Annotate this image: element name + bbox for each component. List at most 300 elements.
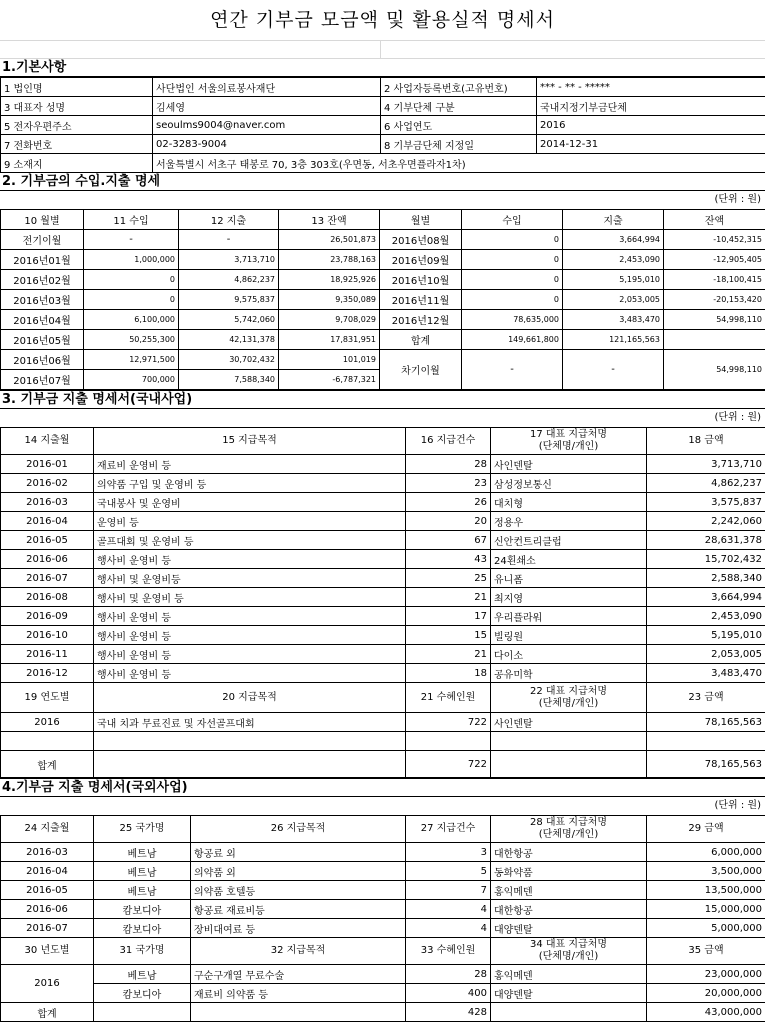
count-cell: 43 <box>406 550 491 569</box>
expense-cell: 5,195,010 <box>563 270 664 290</box>
payee-cell: 홍익메덴 <box>491 965 647 984</box>
count-cell: 15 <box>406 626 491 645</box>
income-cell: 0 <box>462 270 563 290</box>
column-header: 지출 <box>563 210 664 230</box>
payee-cell: 유니폼 <box>491 569 647 588</box>
header-text: 19 연도별 <box>4 692 90 704</box>
expense-cell: 42,131,378 <box>179 330 279 350</box>
expense-cell: 2,053,005 <box>563 290 664 310</box>
header-text: 16 지급건수 <box>409 435 487 447</box>
amount-cell: 2,242,060 <box>647 512 765 531</box>
unit-label: (단위 : 원) <box>0 409 765 427</box>
column-header <box>406 816 491 843</box>
column-header <box>191 938 406 965</box>
column-header <box>406 683 491 713</box>
column-header: 12 지출 <box>179 210 279 230</box>
column-header <box>1 428 94 455</box>
blank-row <box>1 732 765 751</box>
header-row <box>1 816 765 843</box>
field-value: 2014-12-31 <box>537 135 765 154</box>
carryover-expense: - <box>563 350 664 390</box>
purpose-cell: 항공료 재료비등 <box>191 900 406 919</box>
count-cell: 17 <box>406 607 491 626</box>
country-cell: 캄보디아 <box>94 919 191 938</box>
field-label: 7 전화번호 <box>1 135 153 154</box>
column-header: 월별 <box>380 210 462 230</box>
column-header <box>647 683 765 713</box>
column-header: 13 잔액 <box>279 210 380 230</box>
empty-cell <box>191 1003 406 1022</box>
document-title: 연간 기부금 모금액 및 활용실적 명세서 <box>0 0 765 41</box>
balance-cell: 9,708,029 <box>279 310 380 330</box>
income-cell: 0 <box>462 230 563 250</box>
payee-cell: 동화약품 <box>491 862 647 881</box>
amount-cell: 5,195,010 <box>647 626 765 645</box>
count-cell: 4 <box>406 900 491 919</box>
balance-cell: 9,350,089 <box>279 290 380 310</box>
blank-row <box>0 41 765 59</box>
purpose-cell: 의약품 외 <box>191 862 406 881</box>
header-text: 27 지급건수 <box>409 823 487 835</box>
country-cell: 베트남 <box>94 843 191 862</box>
month-cell: 2016-10 <box>1 626 94 645</box>
purpose-cell: 행사비 운영비 등 <box>94 664 406 683</box>
month-cell: 2016-04 <box>1 862 94 881</box>
purpose-cell: 의약품 호텔등 <box>191 881 406 900</box>
address-value: 서울특별시 서초구 태봉로 70, 3층 303호(우면동, 서초우면플라자1차) <box>153 154 765 173</box>
section-domestic-heading: 3. 기부금 지출 명세서(국내사업) <box>0 390 765 409</box>
total-label: 합계 <box>1 751 94 778</box>
year-row <box>1 713 765 732</box>
carryover-income: - <box>462 350 563 390</box>
header-text: (단체명/개인) <box>494 441 643 453</box>
purpose-cell: 장비대여료 등 <box>191 919 406 938</box>
unit-label: (단위 : 원) <box>0 191 765 209</box>
overseas-expense-table <box>0 815 765 1022</box>
payee-cell: 홍익메덴 <box>491 881 647 900</box>
country-cell: 캄보디아 <box>94 900 191 919</box>
purpose-cell: 행사비 및 운영비 등 <box>94 588 406 607</box>
month-cell: 2016-03 <box>1 493 94 512</box>
country-cell: 베트남 <box>94 965 191 984</box>
field-value: 국내지정기부금단체 <box>537 97 765 116</box>
domestic-row <box>1 512 765 531</box>
purpose-cell: 국내봉사 및 운영비 <box>94 493 406 512</box>
balance-cell: 101,019 <box>279 350 380 370</box>
balance-cell: -12,905,405 <box>664 250 765 270</box>
header-text: 14 지출월 <box>4 435 90 447</box>
purpose-cell: 항공료 외 <box>191 843 406 862</box>
empty-cell <box>406 732 491 751</box>
amount-cell: 3,713,710 <box>647 455 765 474</box>
section-income-expense-heading: 2. 기부금의 수입.지출 명세 <box>0 173 765 191</box>
field-label: 9 소재지 <box>1 154 153 173</box>
domestic-row <box>1 531 765 550</box>
header-text: 23 금액 <box>650 692 762 704</box>
empty-cell <box>94 1003 191 1022</box>
column-header <box>647 816 765 843</box>
purpose-cell: 의약품 구입 및 운영비 등 <box>94 474 406 493</box>
empty-cell <box>647 732 765 751</box>
purpose-cell: 행사비 운영비 등 <box>94 626 406 645</box>
year-row <box>1 984 765 1003</box>
month-cell: 2016년03월 <box>1 290 84 310</box>
purpose-cell: 행사비 및 운영비등 <box>94 569 406 588</box>
monthly-row <box>1 250 765 270</box>
header-text: 26 지급목적 <box>194 823 402 835</box>
expense-cell: 30,702,432 <box>179 350 279 370</box>
payee-cell: 대양덴탈 <box>491 919 647 938</box>
monthly-row <box>1 270 765 290</box>
count-cell: 67 <box>406 531 491 550</box>
expense-cell: 4,862,237 <box>179 270 279 290</box>
column-header <box>94 938 191 965</box>
basic-info-row <box>1 97 765 116</box>
amount-cell: 3,575,837 <box>647 493 765 512</box>
column-header: 수입 <box>462 210 563 230</box>
monthly-row <box>1 330 765 350</box>
payee-cell: 사인덴탈 <box>491 455 647 474</box>
amount-cell: 15,000,000 <box>647 900 765 919</box>
month-cell: 2016년12월 <box>380 310 462 330</box>
month-cell: 2016년09월 <box>380 250 462 270</box>
empty-cell <box>491 1003 647 1022</box>
empty-cell <box>491 751 647 778</box>
balance-cell: -10,452,315 <box>664 230 765 250</box>
header-text: 25 국가명 <box>97 823 187 835</box>
count-cell: 21 <box>406 588 491 607</box>
amount-cell: 2,453,090 <box>647 607 765 626</box>
column-header <box>491 938 647 965</box>
header-text: 22 대표 지급처명 <box>494 686 643 698</box>
domestic-row <box>1 493 765 512</box>
column-header <box>491 683 647 713</box>
domestic-row <box>1 569 765 588</box>
purpose-cell: 재료비 운영비 등 <box>94 455 406 474</box>
amount-cell: 3,500,000 <box>647 862 765 881</box>
count-cell: 400 <box>406 984 491 1003</box>
header-text: 34 대표 지급처명 <box>494 939 643 951</box>
header-text: 33 수혜인원 <box>409 945 487 957</box>
month-cell: 2016년02월 <box>1 270 84 290</box>
monthly-row <box>1 230 765 250</box>
payee-cell: 대한항공 <box>491 900 647 919</box>
total-label: 합계 <box>380 330 462 350</box>
payee-cell: 대치형 <box>491 493 647 512</box>
header-text: 17 대표 지급처명 <box>494 429 643 441</box>
expense-cell: 3,483,470 <box>563 310 664 330</box>
purpose-cell: 재료비 의약품 등 <box>191 984 406 1003</box>
column-header <box>1 683 94 713</box>
total-income: 149,661,800 <box>462 330 563 350</box>
month-cell: 2016-08 <box>1 588 94 607</box>
section-overseas-heading: 4.기부금 지출 명세서(국외사업) <box>0 778 765 797</box>
total-balance <box>664 330 765 350</box>
payee-cell: 대한항공 <box>491 843 647 862</box>
column-header <box>406 938 491 965</box>
empty-cell <box>94 751 406 778</box>
header-text: 32 지급목적 <box>194 945 402 957</box>
domestic-row <box>1 626 765 645</box>
month-cell: 2016년07월 <box>1 370 84 390</box>
domestic-expense-table <box>0 427 765 778</box>
payee-cell: 최지영 <box>491 588 647 607</box>
domestic-row <box>1 607 765 626</box>
month-cell: 2016년04월 <box>1 310 84 330</box>
carryover-balance: 54,998,110 <box>664 350 765 390</box>
count-cell: 26 <box>406 493 491 512</box>
domestic-row <box>1 474 765 493</box>
column-header <box>94 428 406 455</box>
total-expense: 121,165,563 <box>563 330 664 350</box>
header-text: 21 수혜인원 <box>409 692 487 704</box>
domestic-row <box>1 645 765 664</box>
header-row <box>1 683 765 713</box>
month-cell: 2016년08월 <box>380 230 462 250</box>
total-count: 722 <box>406 751 491 778</box>
overseas-row <box>1 843 765 862</box>
month-cell: 2016-04 <box>1 512 94 531</box>
total-count: 428 <box>406 1003 491 1022</box>
empty-cell <box>491 732 647 751</box>
total-row <box>1 1003 765 1022</box>
income-cell: 0 <box>462 290 563 310</box>
payee-cell: 공유미학 <box>491 664 647 683</box>
overseas-row <box>1 900 765 919</box>
header-text: 31 국가명 <box>97 945 187 957</box>
overseas-row <box>1 919 765 938</box>
purpose-cell: 행사비 운영비 등 <box>94 645 406 664</box>
month-cell: 2016-12 <box>1 664 94 683</box>
balance-cell: -18,100,415 <box>664 270 765 290</box>
purpose-cell: 행사비 운영비 등 <box>94 550 406 569</box>
domestic-row <box>1 588 765 607</box>
year-cell: 2016 <box>1 713 94 732</box>
column-header: 10 월별 <box>1 210 84 230</box>
field-label: 1 법인명 <box>1 78 153 97</box>
month-cell: 2016-06 <box>1 550 94 569</box>
total-amount: 43,000,000 <box>647 1003 765 1022</box>
income-expense-table <box>0 209 765 390</box>
count-cell: 3 <box>406 843 491 862</box>
payee-cell: 사인덴탈 <box>491 713 647 732</box>
column-header: 11 수입 <box>84 210 179 230</box>
balance-cell: 23,788,163 <box>279 250 380 270</box>
amount-cell: 5,000,000 <box>647 919 765 938</box>
total-amount: 78,165,563 <box>647 751 765 778</box>
basic-info-row <box>1 78 765 97</box>
balance-cell: 26,501,873 <box>279 230 380 250</box>
amount-cell: 23,000,000 <box>647 965 765 984</box>
column-header <box>1 816 94 843</box>
income-cell: 1,000,000 <box>84 250 179 270</box>
expense-cell: 5,742,060 <box>179 310 279 330</box>
month-cell: 2016-02 <box>1 474 94 493</box>
income-cell: 700,000 <box>84 370 179 390</box>
field-value: 김세영 <box>153 97 381 116</box>
month-cell: 2016-11 <box>1 645 94 664</box>
field-value: 2016 <box>537 116 765 135</box>
header-text: (단체명/개인) <box>494 829 643 841</box>
month-cell: 2016년05월 <box>1 330 84 350</box>
domestic-row <box>1 664 765 683</box>
month-cell: 2016-01 <box>1 455 94 474</box>
count-cell: 23 <box>406 474 491 493</box>
amount-cell: 20,000,000 <box>647 984 765 1003</box>
income-cell: 0 <box>84 270 179 290</box>
count-cell: 5 <box>406 862 491 881</box>
amount-cell: 2,053,005 <box>647 645 765 664</box>
column-header: 잔액 <box>664 210 765 230</box>
basic-info-table <box>0 77 765 173</box>
field-value: seoulms9004@naver.com <box>153 116 381 135</box>
field-label: 5 전자우편주소 <box>1 116 153 135</box>
month-cell: 2016-07 <box>1 919 94 938</box>
month-cell: 2016-05 <box>1 881 94 900</box>
column-header <box>647 938 765 965</box>
amount-cell: 28,631,378 <box>647 531 765 550</box>
column-header <box>647 428 765 455</box>
count-cell: 28 <box>406 965 491 984</box>
month-cell: 2016-06 <box>1 900 94 919</box>
payee-cell: 우리플라워 <box>491 607 647 626</box>
expense-cell: 2,453,090 <box>563 250 664 270</box>
amount-cell: 2,588,340 <box>647 569 765 588</box>
year-row <box>1 965 765 984</box>
amount-cell: 3,483,470 <box>647 664 765 683</box>
purpose-cell: 국내 치과 무료진료 및 자선골프대회 <box>94 713 406 732</box>
overseas-row <box>1 881 765 900</box>
header-text: (단체명/개인) <box>494 951 643 963</box>
header-text: 20 지급목적 <box>97 692 402 704</box>
field-label: 6 사업연도 <box>381 116 537 135</box>
header-text: 29 금액 <box>650 823 762 835</box>
field-value: 02-3283-9004 <box>153 135 381 154</box>
field-label: 4 기부단체 구분 <box>381 97 537 116</box>
amount-cell: 13,500,000 <box>647 881 765 900</box>
column-header <box>1 938 94 965</box>
month-cell: 2016년11월 <box>380 290 462 310</box>
month-cell: 2016-07 <box>1 569 94 588</box>
month-cell: 2016-09 <box>1 607 94 626</box>
income-cell: 78,635,000 <box>462 310 563 330</box>
column-header <box>94 816 191 843</box>
field-label: 8 기부금단체 지정일 <box>381 135 537 154</box>
count-cell: 18 <box>406 664 491 683</box>
balance-cell: 17,831,951 <box>279 330 380 350</box>
amount-cell: 4,862,237 <box>647 474 765 493</box>
field-label: 2 사업자등록번호(고유번호) <box>381 78 537 97</box>
header-text: 24 지출월 <box>4 823 90 835</box>
month-cell: 2016년06월 <box>1 350 84 370</box>
expense-cell: 7,588,340 <box>179 370 279 390</box>
payee-cell: 대양덴탈 <box>491 984 647 1003</box>
basic-info-row <box>1 135 765 154</box>
header-text: 30 년도별 <box>4 945 90 957</box>
monthly-row <box>1 290 765 310</box>
payee-cell: 24횐쇄소 <box>491 550 647 569</box>
domestic-row <box>1 550 765 569</box>
payee-cell: 다이소 <box>491 645 647 664</box>
count-cell: 722 <box>406 713 491 732</box>
column-header <box>94 683 406 713</box>
purpose-cell: 구순구개열 무료수술 <box>191 965 406 984</box>
count-cell: 25 <box>406 569 491 588</box>
income-cell: 6,100,000 <box>84 310 179 330</box>
empty-cell <box>94 732 406 751</box>
count-cell: 20 <box>406 512 491 531</box>
domestic-row <box>1 455 765 474</box>
field-value: *** - ** - ***** <box>537 78 765 97</box>
purpose-cell: 골프대회 및 운영비 등 <box>94 531 406 550</box>
balance-cell: -20,153,420 <box>664 290 765 310</box>
count-cell: 28 <box>406 455 491 474</box>
header-text: 35 금액 <box>650 945 762 957</box>
payee-cell: 삼성정보통신 <box>491 474 647 493</box>
payee-cell: 신안컨트리클럽 <box>491 531 647 550</box>
balance-cell: -6,787,321 <box>279 370 380 390</box>
header-row <box>1 210 765 230</box>
country-cell: 캄보디아 <box>94 984 191 1003</box>
header-row <box>1 428 765 455</box>
header-text: (단체명/개인) <box>494 698 643 710</box>
total-label: 합계 <box>1 1003 94 1022</box>
balance-cell: 18,925,926 <box>279 270 380 290</box>
header-text: 18 금액 <box>650 435 762 447</box>
address-row <box>1 154 765 173</box>
income-cell: 12,971,500 <box>84 350 179 370</box>
header-row <box>1 938 765 965</box>
month-cell: 2016-05 <box>1 531 94 550</box>
payee-cell: 빌링원 <box>491 626 647 645</box>
payee-cell: 정용우 <box>491 512 647 531</box>
expense-cell: 3,713,710 <box>179 250 279 270</box>
month-cell: 2016년01월 <box>1 250 84 270</box>
income-cell: - <box>84 230 179 250</box>
monthly-row <box>1 310 765 330</box>
purpose-cell: 운영비 등 <box>94 512 406 531</box>
country-cell: 베트남 <box>94 881 191 900</box>
overseas-row <box>1 862 765 881</box>
amount-cell: 15,702,432 <box>647 550 765 569</box>
amount-cell: 6,000,000 <box>647 843 765 862</box>
total-row <box>1 751 765 778</box>
expense-cell: 3,664,994 <box>563 230 664 250</box>
amount-cell: 3,664,994 <box>647 588 765 607</box>
header-text: 28 대표 지급처명 <box>494 817 643 829</box>
month-cell: 2016-03 <box>1 843 94 862</box>
count-cell: 21 <box>406 645 491 664</box>
balance-cell: 54,998,110 <box>664 310 765 330</box>
expense-cell: - <box>179 230 279 250</box>
year-cell: 2016 <box>1 965 94 1003</box>
column-header <box>491 816 647 843</box>
carryover-label: 차기이월 <box>380 350 462 390</box>
field-label: 3 대표자 성명 <box>1 97 153 116</box>
header-text: 15 지급목적 <box>97 435 402 447</box>
income-cell: 0 <box>462 250 563 270</box>
month-cell: 전기이월 <box>1 230 84 250</box>
section-basic-info-heading: 1.기본사항 <box>0 59 765 77</box>
country-cell: 베트남 <box>94 862 191 881</box>
field-value: 사단법인 서울의료봉사재단 <box>153 78 381 97</box>
column-header <box>406 428 491 455</box>
monthly-row <box>1 350 765 370</box>
month-cell: 2016년10월 <box>380 270 462 290</box>
amount-cell: 78,165,563 <box>647 713 765 732</box>
column-header <box>491 428 647 455</box>
income-cell: 0 <box>84 290 179 310</box>
